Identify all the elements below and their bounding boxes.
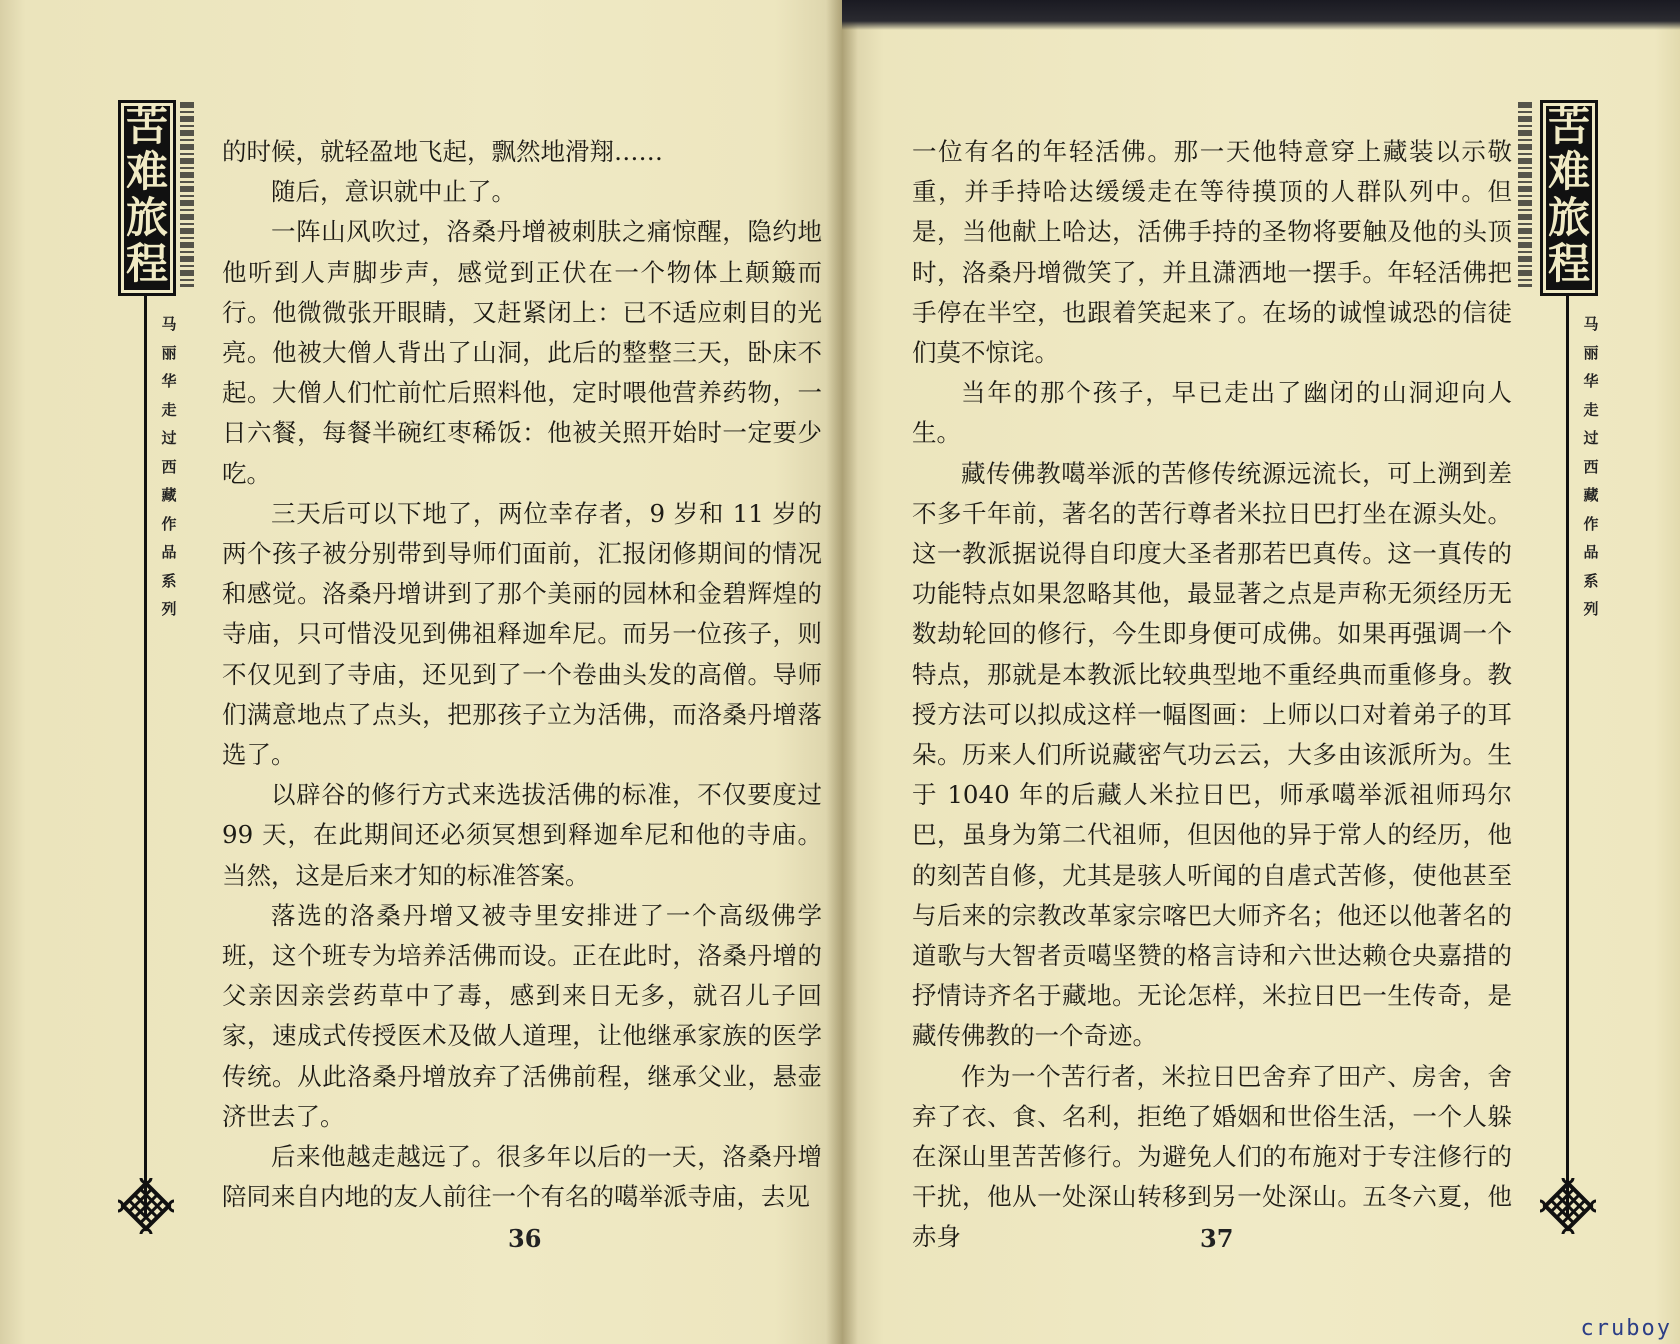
book-title-box <box>1540 100 1598 296</box>
book-title-char: 难 <box>125 147 168 196</box>
paragraph: 一位有名的年轻活佛。那一天他特意穿上藏装以示敬重，并手持哈达缓缓走在等待摸顶的人群队列中。但是，当他献上哈达，活佛手持的圣物将要触及他的头顶时，洛桑丹增微笑了，并且潇洒地一摆手。年轻活佛把手停在半空，也跟着笑起来了。在场的诚惶诚恐的信徒们莫不惊诧。 <box>912 137 1512 368</box>
endless-knot-icon <box>1540 1178 1596 1234</box>
tibetan-script-strip <box>1518 102 1532 287</box>
book-gutter-shadow <box>826 0 858 1344</box>
watermark: cruboy <box>1580 1316 1672 1341</box>
tibetan-script-strip <box>180 102 194 287</box>
paragraph: 作为一个苦行者，米拉日巴舍弃了田产、房舍，舍弃了衣、食、名利，拒绝了婚姻和世俗生活，一个人躲在深山里苦苦修行。为避免人们的布施对于专注修行的干扰，他从一处深山转移到另一处深山。五冬六夏，他赤身 <box>912 1061 1512 1252</box>
paragraph: 藏传佛教噶举派的苦修传统源远流长，可上溯到差不多千年前，著名的苦行尊者米拉日巴打坐在源头处。这一教派据说得自印度大圣者那若巴真传。这一真传的功能特点如果忽略其他，最显著之点是声称无须经历无数劫轮回的修行，今生即身便可成佛。如果再强调一个特点，那就是本教派比较典型地不重经典而重修身。教授方法可以拟成这样一幅图画：上师以口对着弟子的耳朵。历来人们所说藏密气功云云，大多由该派所为。生于 1040 年的后藏人米拉日巴，师承噶举派祖师玛尔巴，虽身为第二代祖师，但因他的异于常人的经历，他的刻苦自修，尤其是骇人听闻的自虐式苦修，使他甚至与后来的宗教改革家宗喀巴大师齐名；他还以他著名的道歌与大智者贡噶坚赞的格言诗和六世达赖仓央嘉措的抒情诗齐名于藏地。无论怎样，米拉日巴一生传奇，是藏传佛教的一个奇迹。 <box>912 458 1512 1051</box>
scan-edge-shadow <box>842 0 1680 30</box>
paragraph: 一阵山风吹过，洛桑丹增被刺肤之痛惊醒，隐约地他听到人声脚步声，感觉到正伏在一个物体上颠簸而行。他微微张开眼睛，又赶紧闭上：已不适应刺目的光亮。他被大僧人背出了山洞，此后的整整三天，卧床不起。大僧人们忙前忙后照料他，定时喂他营养药物，一日六餐，每餐半碗红枣稀饭：他被关照开始时一定要少吃。 <box>222 217 822 488</box>
book-title-char: 苦 <box>1547 101 1590 150</box>
book-title-char: 旅 <box>125 193 168 242</box>
sidebar-rule <box>1566 296 1569 1216</box>
paragraph: 三天后可以下地了，两位幸存者，9 岁和 11 岁的两个孩子被分别带到导师们面前，汇报闭修期间的情况和感觉。洛桑丹增讲到了那个美丽的园林和金碧辉煌的寺庙，只可惜没见到佛祖释迦牟尼。而另一位孩子，则不仅见到了寺庙，还见到了一个卷曲头发的高僧。导师们满意地点了点头，把那孩子立为活佛，而洛桑丹增落选了。 <box>222 498 822 770</box>
series-title: 马丽华走过西藏作品系列 <box>1583 315 1599 618</box>
paragraph: 当年的那个孩子，早已走出了幽闭的山洞迎向人生。 <box>912 378 1512 448</box>
book-title-char: 苦 <box>125 101 168 150</box>
paragraph: 落选的洛桑丹增又被寺里安排进了一个高级佛学班，这个班专为培养活佛而设。正在此时，洛桑丹增的父亲因亲尝药草中了毒，感到来日无多，就召儿子回家，速成式传授医术及做人道理，让他继承家族的医学传统。从此洛桑丹增放弃了活佛前程，继承父业，悬壶济世去了。 <box>222 900 822 1131</box>
sidebar-rule <box>144 296 147 1216</box>
paragraph: 随后，意识就中止了。 <box>271 177 516 207</box>
series-title: 马丽华走过西藏作品系列 <box>161 315 177 618</box>
endless-knot-icon <box>118 1178 174 1234</box>
book-title-box <box>118 100 176 296</box>
book-title-char: 程 <box>1547 239 1590 288</box>
paragraph: 的时候，就轻盈地飞起，飘然地滑翔…… <box>222 137 663 166</box>
page-number: 37 <box>1200 1224 1234 1253</box>
left-page-body <box>222 132 822 1217</box>
right-page-body <box>912 132 1512 1258</box>
page-number: 36 <box>508 1224 542 1253</box>
book-title-char: 难 <box>1547 147 1590 196</box>
book-title-char: 程 <box>125 239 168 288</box>
paragraph: 后来他越走越远了。很多年以后的一天，洛桑丹增陪同来自内地的友人前往一个有名的噶举派寺庙，去见 <box>222 1142 822 1212</box>
paragraph: 以辟谷的修行方式来选拔活佛的标准，不仅要度过 99 天，在此期间还必须冥想到释迦牟尼和他的寺庙。当然，这是后来才知的标准答案。 <box>222 780 822 890</box>
book-title-char: 旅 <box>1547 193 1590 242</box>
